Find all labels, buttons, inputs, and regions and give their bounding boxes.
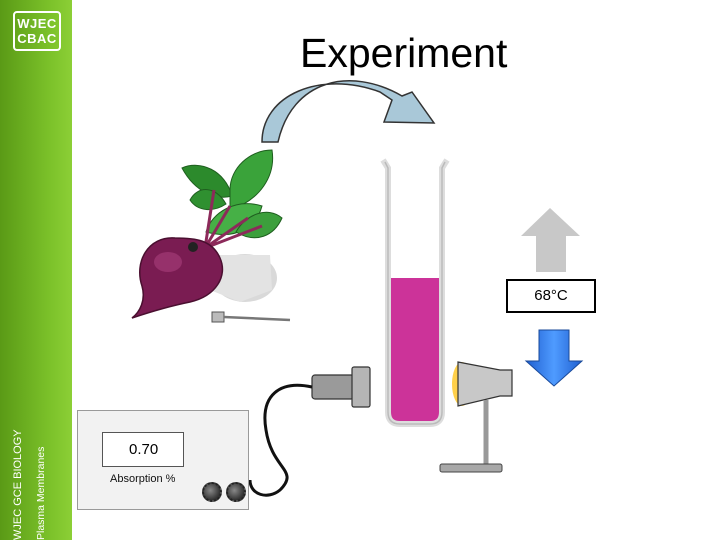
logo-line2: CBAC	[17, 31, 57, 46]
test-tube	[383, 160, 447, 424]
absorption-label: Absorption %	[110, 473, 176, 485]
course-label: WJEC GCE BIOLOGY	[12, 429, 24, 540]
cork-borer-icon	[212, 312, 290, 322]
temperature-label: 68°C	[506, 279, 596, 313]
logo-line1: WJEC	[17, 16, 57, 31]
left-knob[interactable]	[202, 482, 222, 502]
right-knob[interactable]	[226, 482, 246, 502]
colorimeter	[77, 410, 249, 510]
down-arrow-icon	[526, 330, 582, 386]
beetroot-icon	[132, 150, 282, 318]
curved-arrow-icon	[262, 81, 434, 142]
slide-title: Experiment	[300, 30, 508, 76]
topic-label: Plasma Membranes	[35, 446, 47, 540]
up-arrow-icon	[521, 208, 580, 272]
absorption-readout: 0.70	[102, 432, 184, 467]
lamp-icon	[440, 362, 512, 472]
light-sensor-icon	[250, 367, 370, 495]
